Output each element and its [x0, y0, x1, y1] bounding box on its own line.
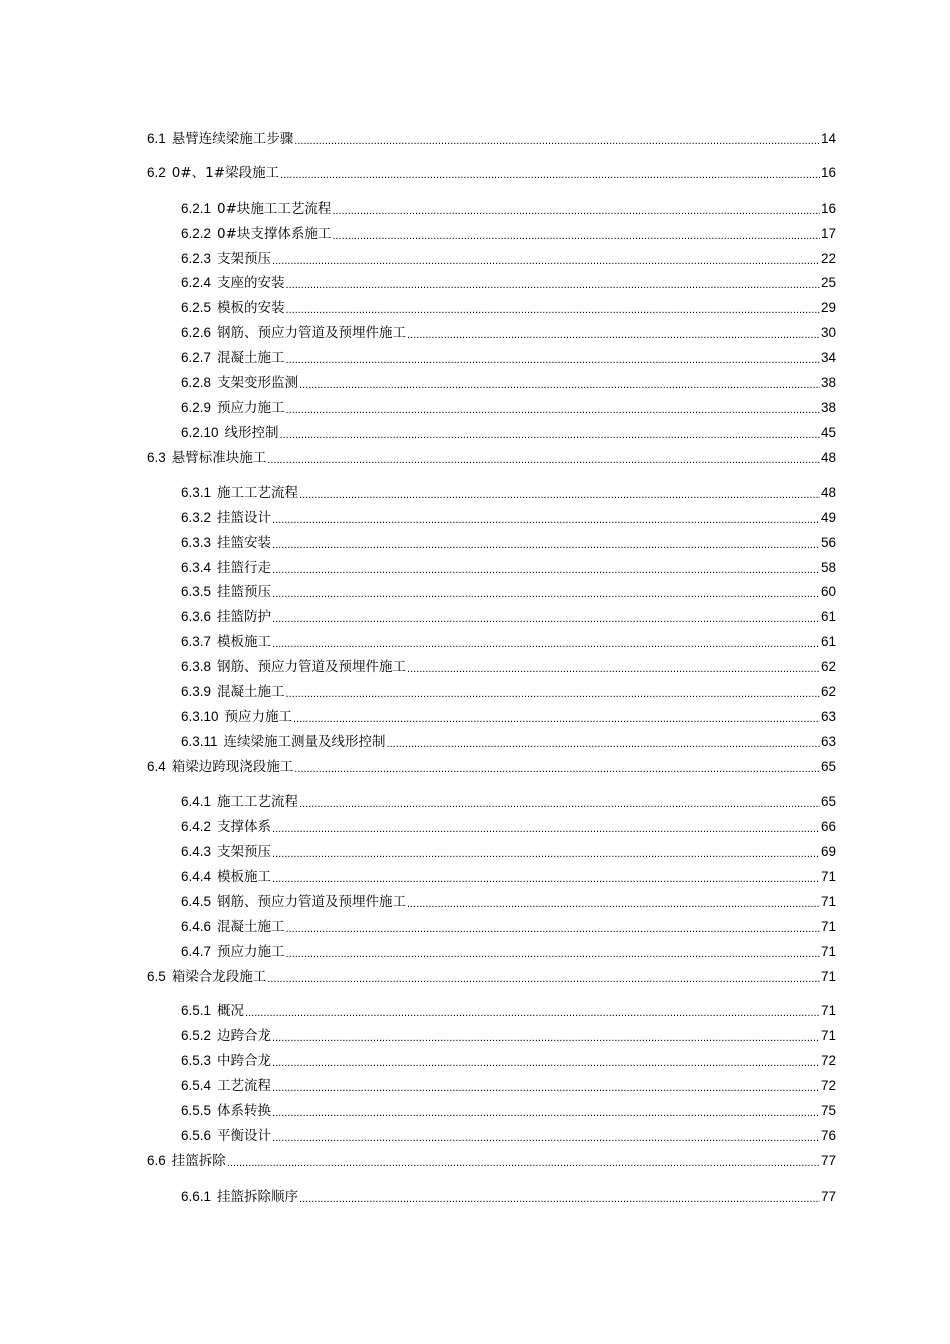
toc-entry-number: 6.4.5 — [181, 894, 212, 909]
toc-entry-number: 6.2 — [147, 165, 166, 180]
toc-entry-number: 6.2.3 — [181, 251, 212, 266]
toc-entry-number: 6.3.4 — [181, 560, 212, 575]
toc-entry-number: 6.5.1 — [181, 1003, 212, 1018]
toc-entry[interactable] — [181, 1077, 836, 1095]
toc-entry-title: 中跨合龙 — [217, 1053, 272, 1069]
toc-dot-leader — [227, 1156, 820, 1170]
toc-entry-title: 挂篮行走 — [217, 560, 272, 576]
toc-entry-number: 6.2.5 — [181, 300, 212, 315]
toc-entry-page: 62 — [820, 684, 836, 699]
toc-dot-leader — [245, 1006, 820, 1020]
toc-entry[interactable] — [147, 1152, 836, 1170]
toc-entry-page: 58 — [820, 560, 836, 575]
toc-entry-title: 挂篮拆除顺序 — [217, 1189, 299, 1205]
toc-entry-page: 71 — [820, 869, 836, 884]
toc-entry-title: 边跨合龙 — [217, 1028, 272, 1044]
toc-entry[interactable] — [181, 893, 836, 911]
toc-dot-leader — [272, 1031, 820, 1045]
toc-entry[interactable] — [181, 534, 836, 552]
toc-entry-page: 75 — [820, 1103, 836, 1118]
toc-entry-page: 25 — [820, 275, 836, 290]
toc-entry-number: 6.3 — [147, 450, 166, 465]
toc-entry-number: 6.3.8 — [181, 659, 212, 674]
toc-entry-title: 连续梁施工测量及线形控制 — [223, 734, 386, 750]
toc-entry-title: 0#块施工工艺流程 — [217, 201, 332, 217]
toc-entry[interactable] — [181, 324, 836, 342]
toc-dot-leader — [294, 762, 820, 776]
toc-entry-title: 预应力施工 — [224, 709, 293, 725]
toc-entry-page: 16 — [820, 165, 836, 180]
toc-entry-page: 38 — [820, 375, 836, 390]
toc-dot-leader — [299, 797, 820, 811]
toc-entry-page: 66 — [820, 819, 836, 834]
toc-dot-leader — [272, 587, 820, 601]
toc-entry[interactable] — [181, 559, 836, 577]
toc-entry-title: 混凝土施工 — [217, 684, 285, 700]
toc-dot-leader — [407, 328, 820, 342]
toc-entry-title: 预应力施工 — [217, 944, 285, 960]
toc-entry[interactable] — [181, 1127, 836, 1145]
toc-entry-number: 6.2.10 — [181, 425, 219, 440]
toc-dot-leader — [272, 1081, 820, 1095]
toc-entry-page: 71 — [820, 944, 836, 959]
toc-entry-number: 6.3.2 — [181, 510, 212, 525]
toc-entry[interactable] — [181, 633, 836, 651]
toc-entry[interactable] — [181, 733, 836, 751]
toc-entry-number: 6.3.6 — [181, 609, 212, 624]
toc-dot-leader — [332, 204, 820, 218]
toc-entry-page: 48 — [820, 450, 836, 465]
toc-entry-number: 6.3.11 — [181, 734, 218, 749]
toc-dot-leader — [286, 278, 820, 292]
toc-entry-page: 71 — [820, 894, 836, 909]
toc-entry-number: 6.5.2 — [181, 1028, 212, 1043]
toc-entry-number: 6.2.2 — [181, 226, 212, 241]
toc-entry-title: 预应力施工 — [217, 400, 285, 416]
toc-entry-title: 施工工艺流程 — [217, 485, 299, 501]
toc-dot-leader — [299, 1192, 820, 1206]
toc-dot-leader — [272, 822, 820, 836]
toc-dot-leader — [272, 513, 820, 527]
toc-entry-title: 支架变形监测 — [217, 375, 299, 391]
toc-entry[interactable] — [181, 658, 836, 676]
toc-entry-number: 6.3.3 — [181, 535, 212, 550]
toc-entry-title: 钢筋、预应力管道及预埋件施工 — [217, 659, 407, 675]
toc-entry[interactable] — [181, 349, 836, 367]
toc-entry[interactable] — [181, 708, 836, 726]
toc-entry-page: 63 — [820, 709, 836, 724]
toc-entry-title: 模板施工 — [217, 634, 272, 650]
toc-entry-title: 模板施工 — [217, 869, 272, 885]
toc-entry-title: 体系转换 — [217, 1103, 272, 1119]
toc-entry-page: 56 — [820, 535, 836, 550]
toc-entry[interactable] — [147, 968, 836, 986]
toc-dot-leader — [286, 353, 820, 367]
toc-entry-title: 钢筋、预应力管道及预埋件施工 — [217, 894, 407, 910]
toc-entry-page: 62 — [820, 659, 836, 674]
toc-entry[interactable] — [147, 449, 836, 467]
toc-dot-leader — [272, 1056, 820, 1070]
toc-entry-page: 22 — [820, 251, 836, 266]
toc-entry-title: 概况 — [217, 1003, 245, 1019]
toc-entry-title: 模板的安装 — [217, 300, 285, 316]
toc-entry-number: 6.6.1 — [181, 1189, 212, 1204]
toc-entry-page: 49 — [820, 510, 836, 525]
toc-dot-leader — [332, 229, 820, 243]
toc-entry-number: 6.5.3 — [181, 1053, 212, 1068]
toc-entry-page: 34 — [820, 350, 836, 365]
toc-entry-page: 60 — [820, 584, 836, 599]
toc-entry-number: 6.5.5 — [181, 1103, 212, 1118]
toc-entry[interactable] — [181, 918, 836, 936]
toc-entry[interactable] — [147, 164, 836, 182]
toc-entry-title: 0#、1#梁段施工 — [171, 165, 280, 181]
toc-entry-number: 6.1 — [147, 131, 166, 146]
toc-entry-page: 65 — [820, 759, 836, 774]
toc-entry-number: 6.6 — [147, 1153, 166, 1168]
toc-entry-number: 6.2.4 — [181, 275, 212, 290]
toc-entry-number: 6.4.6 — [181, 919, 212, 934]
toc-entry-title: 支撑体系 — [217, 819, 272, 835]
toc-entry-page: 61 — [820, 609, 836, 624]
toc-entry-title: 挂篮安装 — [217, 535, 272, 551]
toc-entry[interactable] — [181, 484, 836, 502]
toc-dot-leader — [286, 403, 820, 417]
toc-entry[interactable] — [181, 299, 836, 317]
toc-entry[interactable] — [181, 225, 836, 243]
toc-entry[interactable] — [181, 274, 836, 292]
toc-entry-page: 17 — [820, 226, 836, 241]
toc-entry[interactable] — [181, 1188, 836, 1206]
toc-entry-number: 6.4.4 — [181, 869, 212, 884]
toc-entry-page: 45 — [820, 425, 836, 440]
toc-entry-title: 混凝土施工 — [217, 350, 285, 366]
toc-entry-page: 77 — [820, 1189, 836, 1204]
toc-entry[interactable] — [181, 868, 836, 886]
toc-dot-leader — [299, 378, 820, 392]
toc-entry-page: 71 — [820, 1028, 836, 1043]
toc-entry-number: 6.2.7 — [181, 350, 212, 365]
toc-entry-number: 6.2.9 — [181, 400, 212, 415]
toc-dot-leader — [272, 538, 820, 552]
toc-entry[interactable] — [181, 1002, 836, 1020]
toc-entry-page: 14 — [820, 131, 836, 146]
toc-dot-leader — [272, 872, 820, 886]
toc-entry[interactable] — [181, 424, 836, 442]
toc-entry-title: 支架预压 — [217, 844, 272, 860]
toc-dot-leader — [272, 563, 820, 577]
toc-entry[interactable] — [181, 1052, 836, 1070]
toc-dot-leader — [272, 1106, 820, 1120]
toc-dot-leader — [280, 428, 820, 442]
toc-entry-page: 69 — [820, 844, 836, 859]
toc-entry-title: 支座的安装 — [217, 275, 285, 291]
toc-entry-title: 钢筋、预应力管道及预埋件施工 — [217, 325, 407, 341]
toc-entry-number: 6.2.8 — [181, 375, 212, 390]
toc-entry-title: 挂篮预压 — [217, 584, 272, 600]
toc-entry-title: 挂篮拆除 — [171, 1153, 226, 1169]
toc-dot-leader — [280, 168, 820, 182]
toc-dot-leader — [286, 922, 820, 936]
toc-entry-page: 38 — [820, 400, 836, 415]
toc-entry[interactable] — [181, 1102, 836, 1120]
toc-entry-number: 6.4.3 — [181, 844, 212, 859]
toc-entry[interactable] — [181, 250, 836, 268]
toc-entry-number: 6.4.7 — [181, 944, 212, 959]
toc-dot-leader — [272, 637, 820, 651]
toc-dot-leader — [294, 134, 820, 148]
toc-entry-number: 6.2.1 — [181, 201, 212, 216]
toc-entry-title: 线形控制 — [224, 425, 279, 441]
toc-entry-number: 6.5 — [147, 969, 166, 984]
toc-dot-leader — [407, 662, 820, 676]
toc-entry-page: 71 — [820, 1003, 836, 1018]
toc-entry-number: 6.3.7 — [181, 634, 212, 649]
toc-entry-title: 悬臂连续梁施工步骤 — [171, 131, 294, 147]
toc-dot-leader — [286, 947, 820, 961]
toc-entry-number: 6.4.1 — [181, 794, 212, 809]
toc-entry-number: 6.3.10 — [181, 709, 219, 724]
toc-entry-number: 6.3.1 — [181, 485, 212, 500]
toc-entry[interactable] — [181, 200, 836, 218]
toc-entry-number: 6.2.6 — [181, 325, 212, 340]
toc-entry-page: 30 — [820, 325, 836, 340]
toc-entry[interactable] — [147, 758, 836, 776]
toc-entry-title: 0#块支撑体系施工 — [217, 226, 332, 242]
toc-dot-leader — [407, 897, 820, 911]
toc-entry-title: 悬臂标准块施工 — [171, 450, 267, 466]
toc-entry-number: 6.3.5 — [181, 584, 212, 599]
toc-entry[interactable] — [181, 399, 836, 417]
toc-dot-leader — [299, 488, 820, 502]
toc-entry-number: 6.4.2 — [181, 819, 212, 834]
toc-entry-page: 16 — [820, 201, 836, 216]
toc-entry-page: 48 — [820, 485, 836, 500]
toc-entry-page: 71 — [820, 919, 836, 934]
toc-entry[interactable] — [181, 509, 836, 527]
toc-entry[interactable] — [181, 608, 836, 626]
toc-dot-leader — [272, 612, 820, 626]
toc-entry-title: 工艺流程 — [217, 1078, 272, 1094]
toc-entry-title: 箱梁合龙段施工 — [171, 969, 267, 985]
toc-entry-title: 箱梁边跨现浇段施工 — [171, 759, 294, 775]
toc-dot-leader — [272, 1131, 820, 1145]
toc-entry-page: 71 — [820, 969, 836, 984]
toc-dot-leader — [286, 687, 820, 701]
toc-dot-leader — [267, 972, 820, 986]
toc-entry-number: 6.5.6 — [181, 1128, 212, 1143]
toc-dot-leader — [387, 737, 820, 751]
toc-dot-leader — [272, 847, 820, 861]
toc-entry[interactable] — [181, 683, 836, 701]
toc-entry[interactable] — [181, 1027, 836, 1045]
toc-entry-page: 61 — [820, 634, 836, 649]
toc-entry-page: 63 — [820, 734, 836, 749]
toc-entry[interactable] — [181, 818, 836, 836]
toc-entry-number: 6.3.9 — [181, 684, 212, 699]
toc-entry-number: 6.5.4 — [181, 1078, 212, 1093]
toc-entry-number: 6.4 — [147, 759, 166, 774]
toc-dot-leader — [267, 453, 820, 467]
toc-dot-leader — [286, 303, 820, 317]
toc-entry-page: 72 — [820, 1053, 836, 1068]
toc-entry-page: 76 — [820, 1128, 836, 1143]
toc-entry-title: 挂篮防护 — [217, 609, 272, 625]
toc-entry[interactable] — [181, 583, 836, 601]
toc-entry[interactable] — [147, 130, 836, 148]
toc-dot-leader — [293, 712, 820, 726]
toc-entry-page: 29 — [820, 300, 836, 315]
toc-entry-title: 混凝土施工 — [217, 919, 285, 935]
toc-entry[interactable] — [181, 793, 836, 811]
toc-entry[interactable] — [181, 943, 836, 961]
toc-entry-page: 65 — [820, 794, 836, 809]
toc-entry[interactable] — [181, 843, 836, 861]
toc-dot-leader — [272, 254, 820, 268]
toc-entry-title: 挂篮设计 — [217, 510, 272, 526]
toc-entry[interactable] — [181, 374, 836, 392]
toc-entry-page: 72 — [820, 1078, 836, 1093]
toc-entry-title: 施工工艺流程 — [217, 794, 299, 810]
toc-entry-title: 平衡设计 — [217, 1128, 272, 1144]
toc-entry-title: 支架预压 — [217, 251, 272, 267]
toc-entry-page: 77 — [820, 1153, 836, 1168]
